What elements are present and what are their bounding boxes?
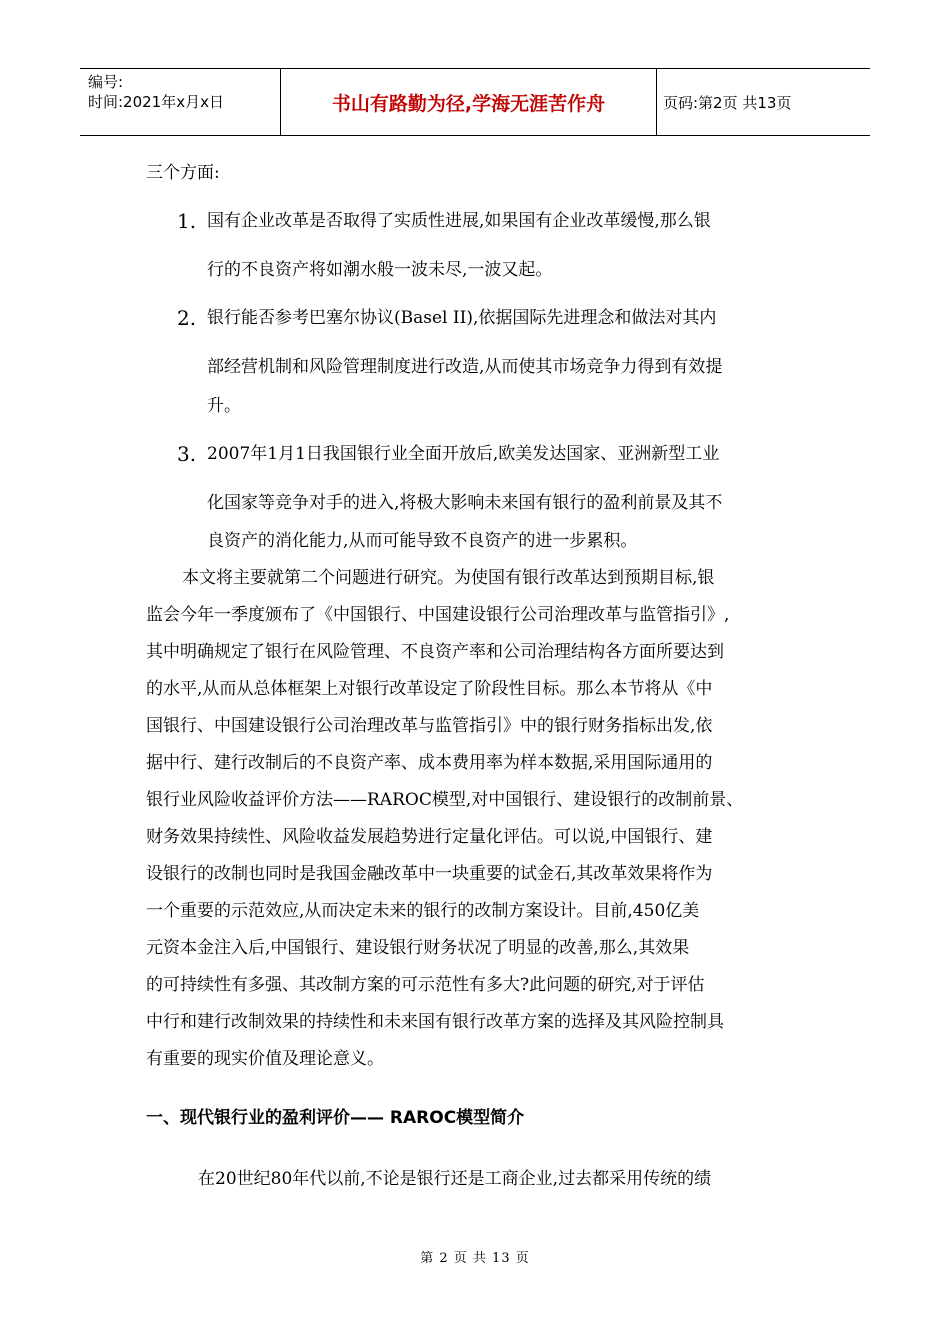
page-header <box>80 68 870 136</box>
list-number: 2. <box>177 306 197 330</box>
list-item-line: 银行能否参考巴塞尔协议(Basel II),依据国际先进理念和做法对其内 <box>207 308 717 328</box>
paragraph-line: 有重要的现实价值及理论意义。 <box>146 1049 384 1069</box>
paragraph-line: 其中明确规定了银行在风险管理、不良资产率和公司治理结构各方面所要达到 <box>146 642 724 662</box>
list-item-line: 良资产的消化能力,从而可能导致不良资产的进一步累积。 <box>207 531 638 551</box>
paragraph-line: 的水平,从而从总体框架上对银行改革设定了阶段性目标。那么本节将从《中 <box>146 679 713 699</box>
list-item-line: 国有企业改革是否取得了实质性进展,如果国有企业改革缓慢,那么银 <box>207 211 711 231</box>
paragraph-line: 一个重要的示范效应,从而决定未来的银行的改制方案设计。目前,450亿美 <box>146 901 700 921</box>
header-date-label: 时间:2021年x月x日 <box>88 93 224 111</box>
paragraph-line: 财务效果持续性、风险收益发展趋势进行定量化评估。可以说,中国银行、建 <box>146 827 713 847</box>
paragraph-line: 在20世纪80年代以前,不论是银行还是工商企业,过去都采用传统的绩 <box>198 1169 712 1189</box>
list-item-line: 部经营机制和风险管理制度进行改造,从而使其市场竞争力得到有效提 <box>207 357 723 377</box>
intro-text: 三个方面: <box>146 163 220 183</box>
paragraph-line: 据中行、建行改制后的不良资产率、成本费用率为样本数据,采用国际通用的 <box>146 753 713 773</box>
paragraph-line: 中行和建行改制效果的持续性和未来国有银行改革方案的选择及其风险控制具 <box>146 1012 724 1032</box>
paragraph-line: 国银行、中国建设银行公司治理改革与监管指引》中的银行财务指标出发,依 <box>146 716 713 736</box>
list-number: 3. <box>177 442 197 466</box>
page-footer: 第 2 页 共 13 页 <box>420 1251 530 1266</box>
section-heading: 一、现代银行业的盈利评价—— RAROC模型简介 <box>146 1108 525 1128</box>
paragraph-line: 的可持续性有多强、其改制方案的可示范性有多大?此问题的研究,对于评估 <box>146 975 705 995</box>
list-item-line: 2007年1月1日我国银行业全面开放后,欧美发达国家、亚洲新型工业 <box>207 444 720 464</box>
header-meta <box>80 69 281 135</box>
paragraph-line: 本文将主要就第二个问题进行研究。为使国有银行改革达到预期目标,银 <box>182 568 715 588</box>
list-item-line: 行的不良资产将如潮水般一波未尽,一波又起。 <box>207 260 553 280</box>
paragraph-line: 元资本金注入后,中国银行、建设银行财务状况了明显的改善,那么,其效果 <box>146 938 690 958</box>
list-item-line: 升。 <box>207 396 241 416</box>
list-number: 1. <box>177 209 197 233</box>
paragraph-line: 监会今年一季度颁布了《中国银行、中国建设银行公司治理改革与监管指引》, <box>146 605 730 625</box>
header-motto: 书山有路勤为径,学海无涯苦作舟 <box>281 69 657 135</box>
paragraph-line: 设银行的改制也同时是我国金融改革中一块重要的试金石,其改革效果将作为 <box>146 864 713 884</box>
list-item-line: 化国家等竞争对手的进入,将极大影响未来国有银行的盈利前景及其不 <box>207 493 723 513</box>
header-code-label: 编号: <box>88 73 124 91</box>
paragraph-line: 银行业风险收益评价方法——RAROC模型,对中国银行、建设银行的改制前景、 <box>146 790 744 810</box>
header-page-info: 页码:第2页 共13页 <box>663 93 792 112</box>
